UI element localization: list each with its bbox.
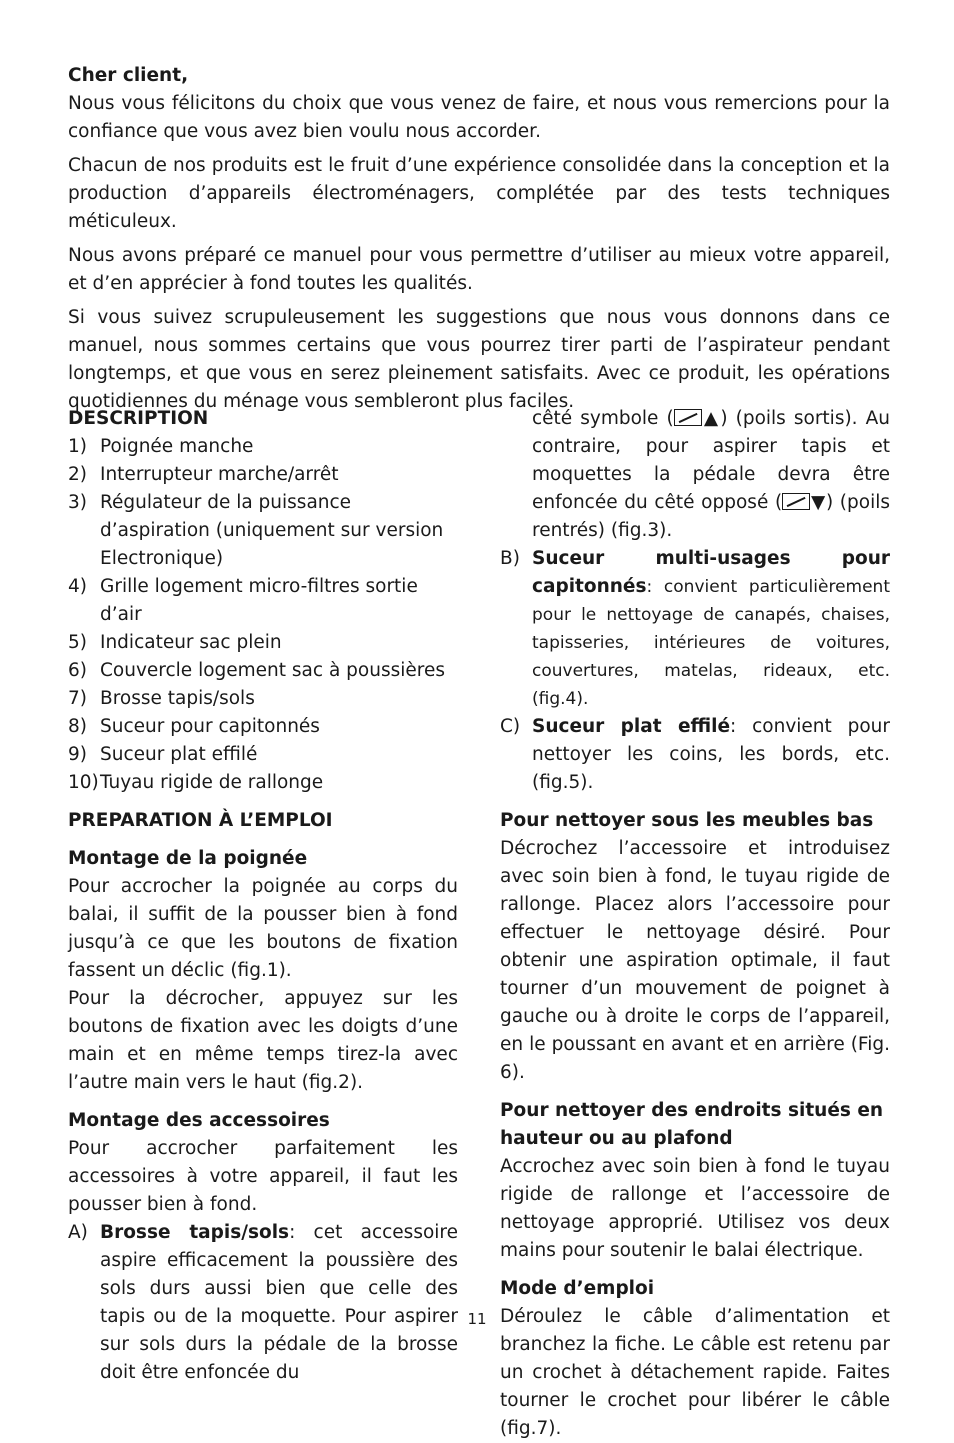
arrow-up-icon: ▲ [701,408,721,429]
item-text: : cet accessoire aspire efficacement la poussière des sols durs aussi bien que celle des tapis ou de la moquette. Pour aspirer sur sols durs la pédale de la brosse doit être enfoncée du [100,1222,458,1383]
montage-poignee-heading: Montage de la poignée [68,848,308,869]
item-title: Suceur plat effilé [532,716,731,737]
bristles-out-icon [674,409,702,426]
description-item [68,685,458,713]
intro-section [68,62,890,422]
description-item [68,489,458,573]
item-text: Suceur pour capitonnés [100,716,320,737]
item-label: C) [500,716,521,737]
item-title: Brosse tapis/sols [100,1222,290,1243]
item-number: 10) [68,772,99,793]
item-number: 9) [68,744,87,765]
item-text: : convient particulièrement pour le nettoyage de canapés, chaises, tapisseries, intérieures de voitures, couvertures, matelas, rideaux, etc. (fig.4). [532,577,890,709]
montage-accessoires-text: Pour accrocher parfaitement les accessoires à votre appareil, il faut les pousser bien à fond. [68,1138,458,1215]
item-label: B) [500,548,520,569]
item-number: 8) [68,716,87,737]
item-body [532,545,890,713]
item-text: Grille logement micro-filtres sortie d’air [100,576,418,625]
item-number: 6) [68,660,87,681]
bristles-in-icon [782,493,810,510]
description-item [68,629,458,657]
hauteur-text: Accrochez avec soin bien à fond le tuyau rigide de rallonge et l’accessoire de nettoyage approprié. Utilisez vos deux mains pour soutenir le balai électrique. [500,1156,890,1261]
hauteur-heading: Pour nettoyer des endroits situés en hauteur ou au plafond [500,1100,884,1149]
intro-paragraph: Chacun de nos produits est le fruit d’une expérience consolidée dans la conception et la production d’appareils électroménagers, complétée par des tests techniques méticuleux. [68,155,890,232]
item-text: : convient pour nettoyer les coins, les bords, etc. (fig.5). [532,716,890,793]
item-body [532,713,890,797]
accessory-item-a [68,1219,458,1387]
montage-poignee-text: Pour accrocher la poignée au corps du balai, il suffit de la pousser bien à fond jusqu’à ce que les boutons de fixation fassent un déclic (fig.1). [68,876,458,981]
description-item [68,741,458,769]
item-text: Brosse tapis/sols [100,688,255,709]
item-text: Couvercle logement sac à poussières [100,660,445,681]
mode-emploi-heading: Mode d’emploi [500,1278,655,1299]
arrow-down-icon: ▼ [810,492,826,513]
item-number: 1) [68,436,87,457]
mode-emploi-text: Déroulez le câble d’alimentation et branchez la fiche. Le câble est retenu par un crochet à détachement rapide. Faites tourner le crochet pour libérer le câble (fig.7). [500,1306,890,1439]
item-text: Régulateur de la puissance d’aspiration (uniquement sur version Electronique) [100,492,444,569]
item-label: A) [68,1222,88,1243]
greeting: Cher client, [68,65,189,86]
item-text: cêté symbole ( [532,408,674,429]
intro-paragraph: Nous avons préparé ce manuel pour vous permettre d’utiliser au mieux votre appareil, et d’en apprécier à fond toutes les qualités. [68,245,890,294]
montage-accessoires-heading: Montage des accessoires [68,1110,330,1131]
item-number: 5) [68,632,87,653]
item-body [100,1219,458,1387]
description-item [68,657,458,685]
item-text: ) (poils sortis). Au contraire, pour aspirer tapis et moquettes la pédale devra être enfoncée du cêté opposé ( [532,408,891,513]
item-text: Tuyau rigide de rallonge [100,772,324,793]
left-column [68,405,458,1387]
description-item [68,461,458,489]
item-number: 7) [68,688,87,709]
item-number: 2) [68,464,87,485]
page-number: 11 [467,1310,487,1328]
preparation-heading: PREPARATION À L’EMPLOI [68,810,333,831]
intro-paragraph: Si vous suivez scrupuleusement les suggestions que nous vous donnons dans ce manuel, nous sommes certains que vous pourrez tirer parti de l’aspirateur pendant longtemps, et que vous en serez pleinement satisfaits. Avec ce produit, les opérations quotidiennes du ménage vous sembleront plus faciles. [68,307,890,412]
item-number: 3) [68,492,87,513]
description-item [68,573,458,629]
description-item [68,433,458,461]
description-item [68,713,458,741]
item-text: Poignée manche [100,436,254,457]
description-item [68,769,458,797]
accessory-item-a-continued [500,405,890,545]
accessory-item-b [500,545,890,713]
description-heading: DESCRIPTION [68,408,209,429]
item-text: Interrupteur marche/arrêt [100,464,339,485]
accessory-item-c [500,713,890,797]
intro-paragraph: Nous vous félicitons du choix que vous venez de faire, et nous vous remercions pour la confiance que vous avez bien voulu nous accorder. [68,93,890,142]
meubles-bas-heading: Pour nettoyer sous les meubles bas [500,810,874,831]
item-number: 4) [68,576,87,597]
item-text: Indicateur sac plein [100,632,282,653]
item-text: Suceur plat effilé [100,744,258,765]
item-text: ) (poils rentrés) (fig.3). [532,492,890,541]
montage-poignee-text: Pour la décrocher, appuyez sur les boutons de fixation avec les doigts d’une main et en même temps tirez-la avec l’autre main vers le haut (fig.2). [68,988,458,1093]
right-column [500,405,890,1443]
item-title: Suceur multi-usages pour capitonnés [532,548,890,597]
meubles-bas-text: Décrochez l’accessoire et introduisez avec soin bien à fond, le tuyau rigide de rallonge. Placez alors l’accessoire pour effectuer le nettoyage désiré. Pour obtenir une aspiration optimale, il faut tourner d’un mouvement de poignet à gauche ou à droite le corps de l’appareil, en le poussant en avant et en arrière (Fig. 6). [500,838,890,1083]
